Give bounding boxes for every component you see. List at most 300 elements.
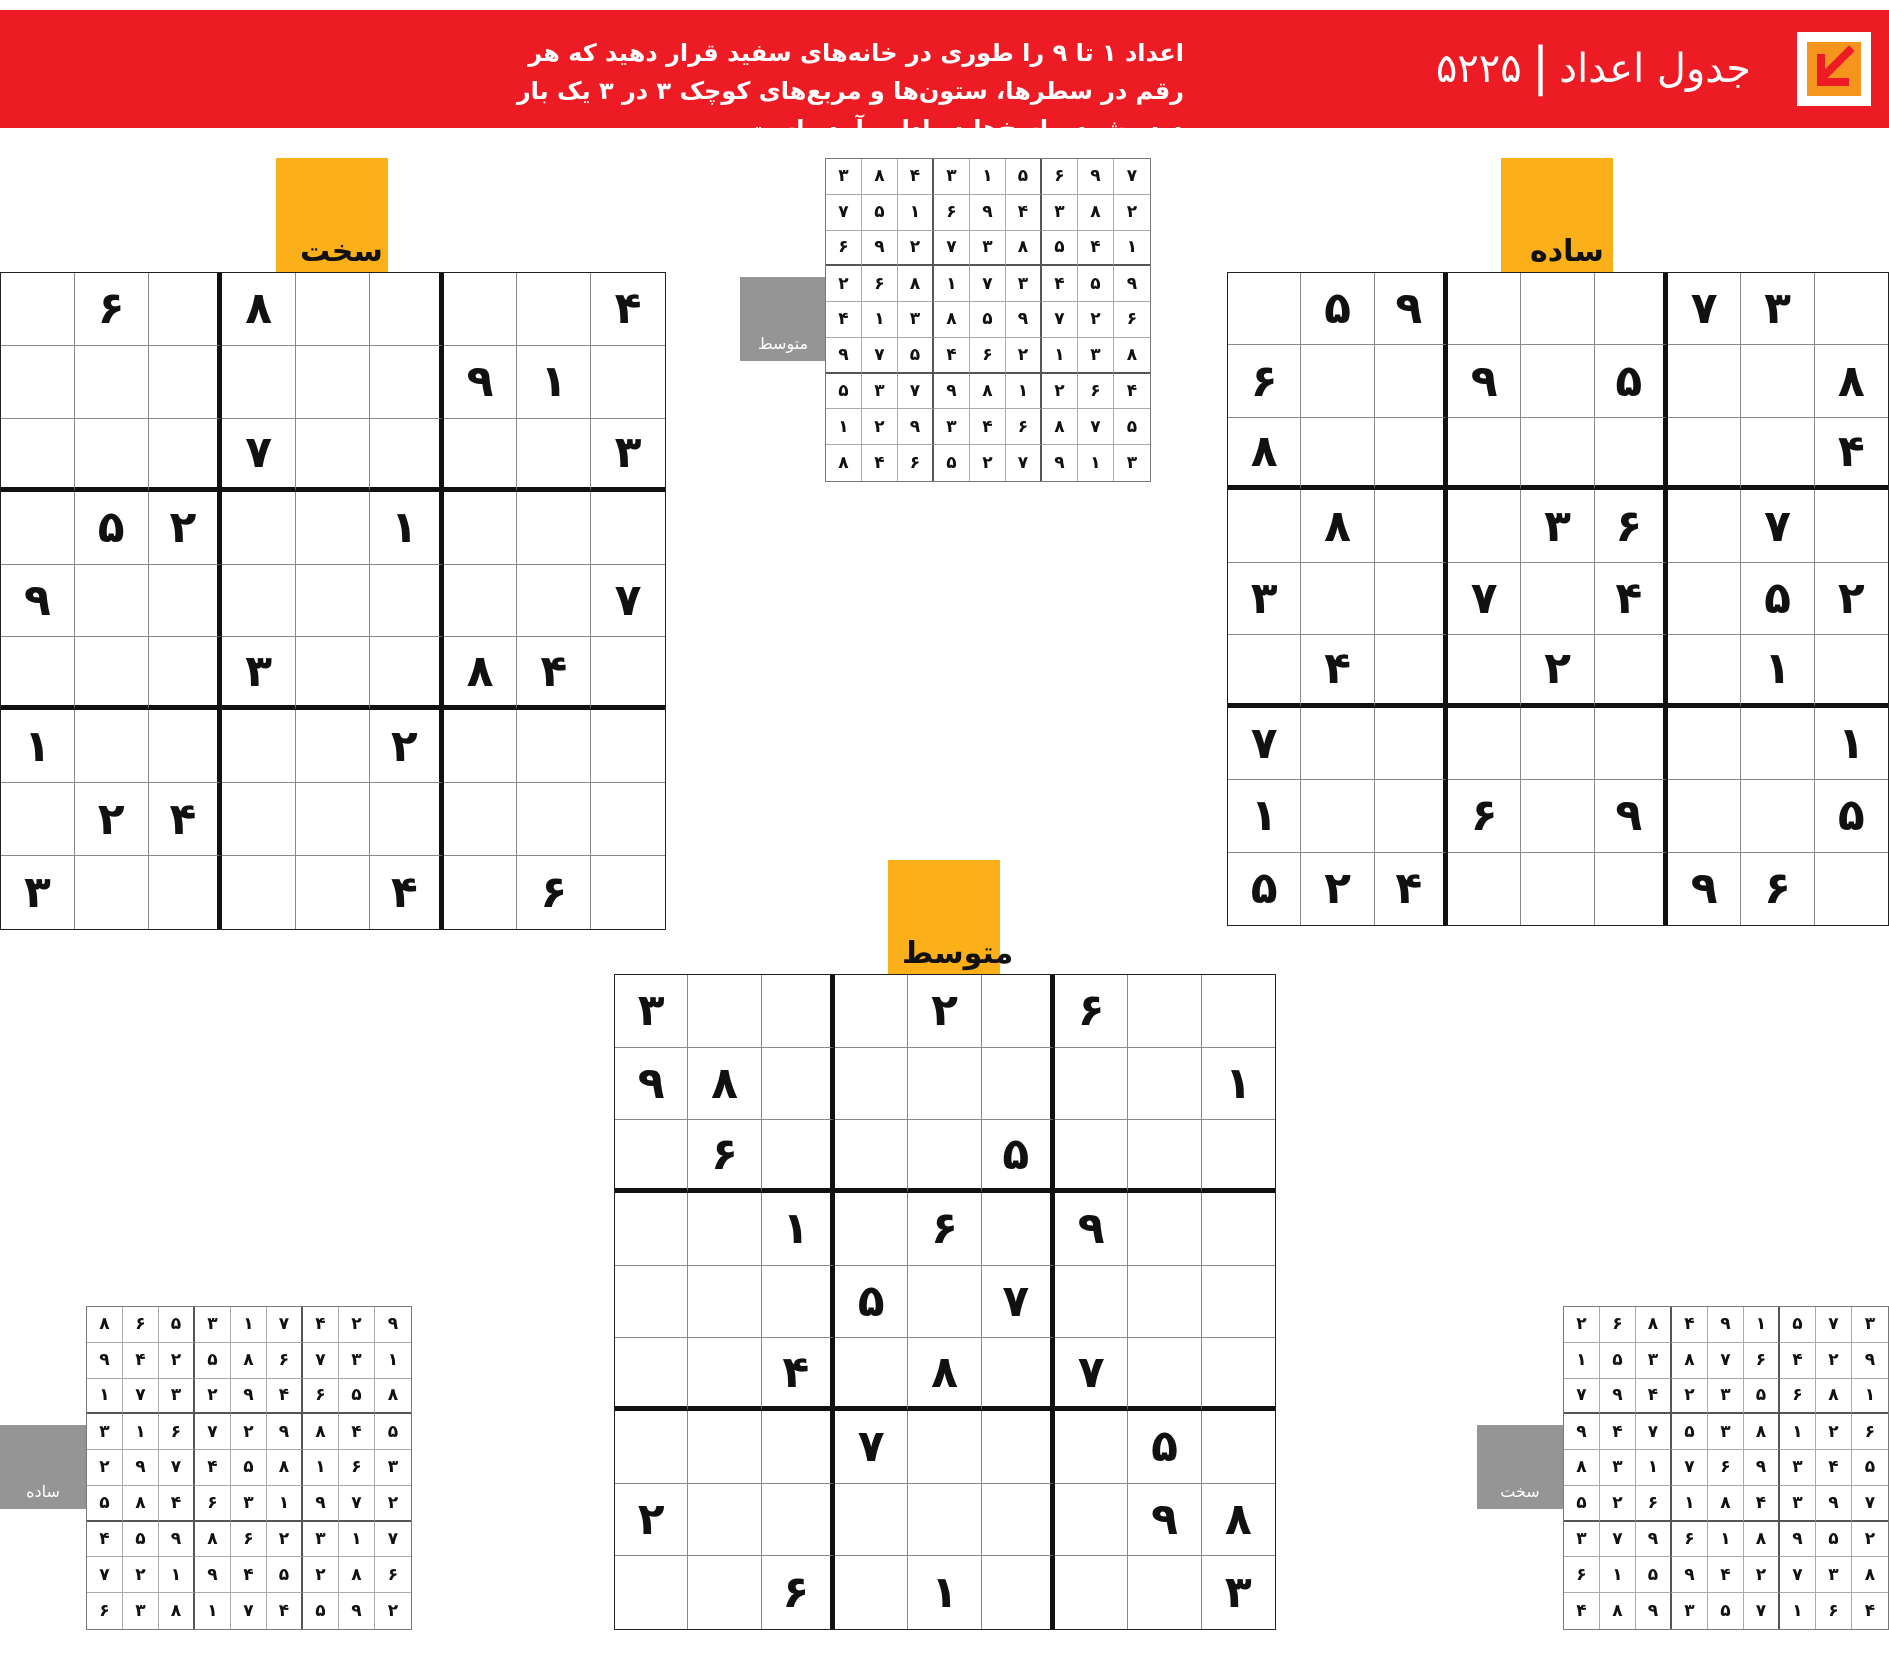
sudoku-cell[interactable]: ۱ [1815, 708, 1888, 780]
sudoku-cell[interactable] [517, 565, 591, 638]
solution-cell: ۳ [1708, 1379, 1744, 1415]
sudoku-cell[interactable] [1202, 975, 1275, 1048]
sudoku-cell[interactable] [982, 1048, 1055, 1121]
solution-cell: ۵ [123, 1522, 159, 1558]
sudoku-cell[interactable] [1521, 273, 1594, 345]
sudoku-cell[interactable] [1301, 780, 1374, 852]
sudoku-cell[interactable] [1128, 975, 1201, 1048]
solution-cell: ۲ [1852, 1522, 1888, 1558]
sudoku-cell[interactable]: ۷ [1228, 708, 1301, 780]
solution-cell: ۸ [1816, 1379, 1852, 1415]
sudoku-cell[interactable]: ۷ [222, 419, 296, 492]
sudoku-cell[interactable] [222, 492, 296, 565]
sudoku-cell[interactable]: ۷ [1668, 273, 1741, 345]
sudoku-cell[interactable] [75, 565, 149, 638]
sudoku-cell[interactable] [222, 346, 296, 419]
sudoku-cell[interactable] [149, 273, 223, 346]
solution-cell: ۶ [1636, 1486, 1672, 1522]
sudoku-cell[interactable]: ۱ [1, 710, 75, 783]
sudoku-cell[interactable] [1228, 635, 1301, 707]
solution-cell: ۶ [1852, 1414, 1888, 1450]
sudoku-cell[interactable]: ۹ [1, 565, 75, 638]
solution-cell: ۶ [267, 1343, 303, 1379]
sudoku-cell[interactable] [1815, 273, 1888, 345]
solution-cell: ۶ [303, 1379, 339, 1415]
sudoku-cell[interactable] [296, 710, 370, 783]
sudoku-cell[interactable] [982, 1484, 1055, 1557]
solution-cell: ۳ [159, 1379, 195, 1415]
solution-cell: ۷ [195, 1414, 231, 1450]
sudoku-cell[interactable] [835, 1338, 908, 1411]
sudoku-cell[interactable] [1375, 708, 1448, 780]
sudoku-cell[interactable] [1595, 418, 1668, 490]
sudoku-cell[interactable] [1202, 1338, 1275, 1411]
sudoku-cell[interactable]: ۹ [1595, 780, 1668, 852]
solution-cell: ۳ [1078, 338, 1114, 374]
sudoku-cell[interactable] [591, 856, 665, 929]
sudoku-cell[interactable]: ۳ [615, 975, 688, 1048]
sudoku-cell[interactable] [1595, 635, 1668, 707]
solution-cell: ۳ [862, 374, 898, 410]
sudoku-cell[interactable]: ۶ [688, 1120, 761, 1193]
sudoku-cell[interactable] [1375, 345, 1448, 417]
sudoku-cell[interactable] [688, 1484, 761, 1557]
sudoku-cell[interactable] [149, 856, 223, 929]
sudoku-cell[interactable] [1055, 1120, 1128, 1193]
sudoku-cell[interactable] [688, 1411, 761, 1484]
solution-cell: ۷ [1672, 1450, 1708, 1486]
sudoku-cell[interactable] [908, 1266, 981, 1339]
sudoku-cell[interactable]: ۵ [1595, 345, 1668, 417]
sudoku-cell[interactable]: ۵ [1228, 853, 1301, 925]
sudoku-cell[interactable]: ۷ [591, 565, 665, 638]
sudoku-cell[interactable]: ۹ [1055, 1193, 1128, 1266]
sudoku-cell[interactable] [370, 565, 444, 638]
sudoku-cell[interactable] [591, 783, 665, 856]
sudoku-cell[interactable] [835, 1120, 908, 1193]
sudoku-cell[interactable]: ۲ [1815, 563, 1888, 635]
sudoku-cell[interactable] [835, 1193, 908, 1266]
sudoku-cell[interactable]: ۱ [1202, 1048, 1275, 1121]
sudoku-cell[interactable] [1375, 780, 1448, 852]
solution-cell: ۶ [826, 231, 862, 267]
sudoku-cell[interactable]: ۴ [1301, 635, 1374, 707]
solution-cell: ۹ [1636, 1522, 1672, 1558]
sudoku-cell[interactable]: ۹ [1128, 1484, 1201, 1557]
sudoku-cell[interactable]: ۳ [1521, 490, 1594, 562]
sudoku-cell[interactable]: ۶ [517, 856, 591, 929]
sudoku-cell[interactable]: ۲ [908, 975, 981, 1048]
sudoku-cell[interactable] [1128, 1266, 1201, 1339]
sudoku-cell[interactable]: ۵ [1815, 780, 1888, 852]
sudoku-cell[interactable]: ۱ [908, 1556, 981, 1629]
sudoku-cell[interactable] [1128, 1048, 1201, 1121]
sudoku-cell[interactable] [296, 419, 370, 492]
solution-cell: ۳ [303, 1522, 339, 1558]
sudoku-cell[interactable] [1741, 345, 1814, 417]
sudoku-cell[interactable] [1055, 1556, 1128, 1629]
sudoku-cell[interactable]: ۳ [1224, 1567, 1252, 1619]
sudoku-cell[interactable] [1448, 708, 1521, 780]
sudoku-cell[interactable] [149, 710, 223, 783]
sudoku-cell[interactable] [835, 975, 908, 1048]
sudoku-cell[interactable]: ۳ [1228, 563, 1301, 635]
sudoku-cell[interactable]: ۳ [1741, 273, 1814, 345]
sudoku-cell[interactable] [296, 492, 370, 565]
sudoku-cell[interactable]: ۲ [615, 1484, 688, 1557]
sudoku-cell[interactable]: ۱ [370, 492, 444, 565]
sudoku-cell[interactable] [1228, 273, 1301, 345]
sudoku-cell[interactable] [517, 273, 591, 346]
sudoku-cell[interactable] [1228, 490, 1301, 562]
sudoku-cell[interactable] [688, 1556, 761, 1629]
sudoku-cell[interactable] [1055, 1266, 1128, 1339]
sudoku-cell[interactable] [982, 1411, 1055, 1484]
sudoku-cell[interactable]: ۷ [1448, 563, 1521, 635]
sudoku-cell[interactable] [75, 637, 149, 710]
solution-cell: ۶ [1600, 1307, 1636, 1343]
sudoku-cell[interactable] [762, 1048, 835, 1121]
sudoku-cell[interactable] [517, 783, 591, 856]
solution-cell: ۶ [1042, 159, 1078, 195]
sudoku-cell[interactable] [1, 637, 75, 710]
sudoku-cell[interactable] [1741, 780, 1814, 852]
solution-cell: ۹ [231, 1379, 267, 1415]
sudoku-cell[interactable] [1448, 490, 1521, 562]
sudoku-cell[interactable] [1448, 853, 1521, 925]
sudoku-cell[interactable] [444, 419, 518, 492]
sudoku-cell[interactable] [1668, 708, 1741, 780]
sudoku-cell[interactable] [1668, 563, 1741, 635]
sudoku-cell[interactable]: ۴ [370, 856, 444, 929]
sudoku-cell[interactable] [1202, 1411, 1275, 1484]
sudoku-cell[interactable] [1741, 418, 1814, 490]
sudoku-cell[interactable] [222, 565, 296, 638]
sudoku-cell[interactable]: ۳ [591, 419, 665, 492]
sudoku-cell[interactable]: ۸ [908, 1338, 981, 1411]
sudoku-cell[interactable] [1202, 1193, 1275, 1266]
sudoku-cell[interactable] [1521, 563, 1594, 635]
sudoku-cell[interactable] [591, 492, 665, 565]
sudoku-cell[interactable]: ۵ [835, 1266, 908, 1339]
sudoku-cell[interactable] [370, 419, 444, 492]
sudoku-cell[interactable] [1301, 345, 1374, 417]
sudoku-cell[interactable] [1375, 563, 1448, 635]
sudoku-cell[interactable]: ۹ [444, 346, 518, 419]
sudoku-cell[interactable]: ۹ [615, 1048, 688, 1121]
sudoku-cell[interactable] [149, 419, 223, 492]
sudoku-cell[interactable]: ۲ [370, 710, 444, 783]
sudoku-cell[interactable]: ۱ [762, 1193, 835, 1266]
sudoku-cell[interactable] [908, 1411, 981, 1484]
sudoku-cell[interactable]: ۲ [1521, 635, 1594, 707]
sudoku-cell[interactable] [1128, 1120, 1201, 1193]
sudoku-cell[interactable] [908, 1120, 981, 1193]
sudoku-cell[interactable] [1, 419, 75, 492]
sudoku-cell[interactable]: ۸ [1815, 345, 1888, 417]
solution-cell: ۲ [1078, 302, 1114, 338]
sudoku-cell[interactable] [1668, 780, 1741, 852]
sudoku-cell[interactable] [1521, 708, 1594, 780]
sudoku-cell[interactable]: ۲ [75, 783, 149, 856]
sudoku-cell[interactable]: ۵ [1128, 1411, 1201, 1484]
sudoku-cell[interactable]: ۴ [149, 783, 223, 856]
sudoku-cell[interactable] [222, 783, 296, 856]
sudoku-cell[interactable]: ۹ [1448, 345, 1521, 417]
solution-cell: ۲ [898, 231, 934, 267]
solution-cell: ۷ [1744, 1593, 1780, 1629]
sudoku-cell[interactable]: ۵ [1301, 273, 1374, 345]
sudoku-cell[interactable]: ۷ [1055, 1338, 1128, 1411]
sudoku-cell[interactable] [591, 637, 665, 710]
sudoku-cell[interactable] [908, 1484, 981, 1557]
solution-cell: ۵ [1780, 1307, 1816, 1343]
sudoku-cell[interactable] [688, 1193, 761, 1266]
sudoku-cell[interactable]: ۶ [762, 1556, 835, 1629]
solution-cell: ۸ [123, 1486, 159, 1522]
sudoku-cell[interactable] [1448, 635, 1521, 707]
sudoku-cell[interactable]: ۷ [835, 1411, 908, 1484]
sudoku-cell[interactable] [1815, 853, 1888, 925]
sudoku-cell[interactable] [1595, 273, 1668, 345]
solution-cell: ۱ [339, 1522, 375, 1558]
solution-cell: ۲ [375, 1486, 411, 1522]
sudoku-cell[interactable]: ۴ [762, 1338, 835, 1411]
sudoku-cell[interactable] [615, 1193, 688, 1266]
solution-cell: ۴ [87, 1522, 123, 1558]
solution-cell: ۵ [1006, 159, 1042, 195]
sudoku-cell[interactable]: ۸ [222, 273, 296, 346]
sudoku-cell[interactable] [296, 565, 370, 638]
sudoku-cell[interactable] [1668, 345, 1741, 417]
sudoku-cell[interactable]: ۸ [1228, 418, 1301, 490]
sudoku-cell[interactable] [908, 1048, 981, 1121]
solution-cell: ۹ [339, 1593, 375, 1629]
solution-cell: ۵ [1600, 1343, 1636, 1379]
sudoku-cell[interactable]: ۶ [75, 273, 149, 346]
sudoku-cell[interactable] [370, 637, 444, 710]
solution-cell: ۸ [1852, 1557, 1888, 1593]
sudoku-cell[interactable] [1521, 345, 1594, 417]
sudoku-cell[interactable] [591, 346, 665, 419]
sudoku-cell[interactable] [1301, 563, 1374, 635]
sudoku-cell[interactable]: ۶ [1448, 780, 1521, 852]
solution-cell: ۳ [1126, 453, 1138, 474]
solution-cell: ۴ [1636, 1379, 1672, 1415]
sudoku-cell[interactable] [149, 346, 223, 419]
sudoku-cell[interactable] [982, 1556, 1055, 1629]
sudoku-cell[interactable]: ۶ [1228, 345, 1301, 417]
solution-cell: ۴ [1744, 1486, 1780, 1522]
sudoku-cell[interactable] [688, 1338, 761, 1411]
sudoku-cell[interactable] [615, 1266, 688, 1339]
sudoku-cell[interactable] [835, 1556, 908, 1629]
sudoku-cell[interactable] [982, 1338, 1055, 1411]
sudoku-medium [614, 974, 1276, 1630]
sudoku-cell[interactable] [517, 710, 591, 783]
solution-cell: ۴ [123, 1343, 159, 1379]
sudoku-cell[interactable] [1741, 708, 1814, 780]
sudoku-cell[interactable] [1128, 1338, 1201, 1411]
sudoku-cell[interactable] [1202, 1120, 1275, 1193]
solution-cell: ۶ [1114, 302, 1150, 338]
sudoku-cell[interactable] [444, 783, 518, 856]
sudoku-cell[interactable] [615, 1338, 688, 1411]
sudoku-cell[interactable]: ۸ [688, 1048, 761, 1121]
sudoku-cell[interactable]: ۸ [444, 637, 518, 710]
solution-cell: ۶ [87, 1593, 123, 1629]
sudoku-cell[interactable] [444, 856, 518, 929]
sudoku-cell[interactable] [1668, 490, 1741, 562]
sudoku-cell[interactable] [615, 1556, 688, 1629]
sudoku-cell[interactable]: ۶ [1595, 490, 1668, 562]
sudoku-cell[interactable] [296, 637, 370, 710]
sudoku-cell[interactable]: ۴ [517, 637, 591, 710]
sudoku-cell[interactable]: ۹ [1375, 273, 1448, 345]
sudoku-cell[interactable] [1, 273, 75, 346]
solution-cell: ۴ [1708, 1557, 1744, 1593]
solution-cell: ۵ [1816, 1522, 1852, 1558]
solution-cell: ۶ [159, 1414, 195, 1450]
sudoku-cell[interactable]: ۷ [982, 1266, 1055, 1339]
sudoku-cell[interactable] [75, 856, 149, 929]
sudoku-cell[interactable] [615, 1411, 688, 1484]
sudoku-cell[interactable] [1055, 1411, 1128, 1484]
solution-cell: ۵ [1708, 1593, 1744, 1629]
sudoku-cell[interactable] [149, 637, 223, 710]
sudoku-cell[interactable] [444, 710, 518, 783]
sudoku-cell[interactable] [370, 783, 444, 856]
sudoku-cell[interactable]: ۳ [1, 856, 75, 929]
sudoku-cell[interactable] [591, 710, 665, 783]
solution-cell: ۹ [1564, 1414, 1600, 1450]
sudoku-cell[interactable] [296, 856, 370, 929]
sudoku-cell[interactable]: ۳ [222, 637, 296, 710]
sudoku-cell[interactable] [1448, 418, 1521, 490]
solution-cell: ۵ [1114, 409, 1150, 445]
solution-cell: ۷ [1114, 159, 1150, 195]
solution-cell: ۷ [159, 1450, 195, 1486]
solution-cell: ۶ [862, 266, 898, 302]
sudoku-cell[interactable] [75, 419, 149, 492]
sudoku-cell[interactable] [1668, 635, 1741, 707]
sudoku-cell[interactable]: ۱ [517, 346, 591, 419]
sudoku-cell[interactable] [1375, 490, 1448, 562]
sudoku-cell[interactable] [517, 492, 591, 565]
solution-cell: ۷ [123, 1379, 159, 1415]
sudoku-cell[interactable] [835, 1484, 908, 1557]
sudoku-cell[interactable]: ۶ [908, 1193, 981, 1266]
sudoku-cell[interactable] [222, 856, 296, 929]
sudoku-cell[interactable]: ۵ [75, 492, 149, 565]
sudoku-cell[interactable]: ۲ [149, 492, 223, 565]
sudoku-cell[interactable] [370, 346, 444, 419]
sudoku-cell[interactable] [149, 565, 223, 638]
solution-cell: ۳ [1042, 195, 1078, 231]
sudoku-cell[interactable] [1521, 780, 1594, 852]
sudoku-cell[interactable] [762, 975, 835, 1048]
sudoku-cell[interactable] [1521, 853, 1594, 925]
sudoku-cell[interactable] [444, 565, 518, 638]
sudoku-cell[interactable] [762, 1484, 835, 1557]
sudoku-cell[interactable] [75, 710, 149, 783]
sudoku-cell[interactable] [1, 492, 75, 565]
sudoku-cell[interactable] [1815, 635, 1888, 707]
sudoku-cell[interactable] [1, 346, 75, 419]
sudoku-cell[interactable] [296, 273, 370, 346]
sudoku-cell[interactable] [1128, 1193, 1201, 1266]
sudoku-cell[interactable] [1128, 1556, 1201, 1629]
sudoku-cell[interactable] [75, 346, 149, 419]
sudoku-cell[interactable] [1301, 708, 1374, 780]
sudoku-cell[interactable] [1375, 635, 1448, 707]
sudoku-cell[interactable] [762, 1120, 835, 1193]
sudoku-cell[interactable]: ۶ [1055, 975, 1128, 1048]
sudoku-cell[interactable] [1448, 273, 1521, 345]
sudoku-cell[interactable]: ۴ [591, 273, 665, 346]
sudoku-cell[interactable] [615, 1120, 688, 1193]
sudoku-cell[interactable] [1595, 708, 1668, 780]
sudoku-cell[interactable]: ۱ [1228, 780, 1301, 852]
solution-cell: ۲ [1672, 1379, 1708, 1415]
sudoku-cell[interactable]: ۷ [1741, 490, 1814, 562]
sudoku-cell[interactable] [688, 975, 761, 1048]
sudoku-cell[interactable]: ۲ [1301, 853, 1374, 925]
solution-cell: ۸ [231, 1343, 267, 1379]
sudoku-cell[interactable]: ۸ [1202, 1484, 1275, 1557]
sudoku-cell[interactable]: ۴ [1595, 563, 1668, 635]
solution-cell: ۵ [159, 1307, 195, 1343]
sudoku-cell[interactable] [1202, 1266, 1275, 1339]
sudoku-cell[interactable] [222, 710, 296, 783]
sudoku-cell[interactable] [444, 492, 518, 565]
solution-cell: ۱ [970, 159, 1006, 195]
sudoku-cell[interactable] [1375, 418, 1448, 490]
sudoku-cell[interactable] [444, 273, 518, 346]
sudoku-cell[interactable] [296, 783, 370, 856]
sudoku-cell[interactable]: ۱ [1741, 635, 1814, 707]
sudoku-cell[interactable]: ۶ [1741, 853, 1814, 925]
sudoku-cell[interactable] [688, 1266, 761, 1339]
sudoku-cell[interactable] [296, 346, 370, 419]
sudoku-cell[interactable]: ۵ [1741, 563, 1814, 635]
sudoku-cell[interactable] [1595, 853, 1668, 925]
sudoku-cell[interactable] [1815, 490, 1888, 562]
sudoku-cell[interactable]: ۸ [1301, 490, 1374, 562]
sudoku-cell[interactable] [1055, 1484, 1128, 1557]
solution-cell: ۹ [1636, 1593, 1672, 1629]
solution-cell: ۷ [1078, 409, 1114, 445]
sudoku-cell[interactable] [517, 419, 591, 492]
sudoku-cell[interactable] [370, 273, 444, 346]
sudoku-cell[interactable] [982, 975, 1055, 1048]
sudoku-cell[interactable] [1521, 418, 1594, 490]
sudoku-cell[interactable] [835, 1048, 908, 1121]
sudoku-cell[interactable] [1055, 1048, 1128, 1121]
sudoku-cell[interactable] [762, 1411, 835, 1484]
sudoku-cell[interactable] [1668, 418, 1741, 490]
solution-cell: ۷ [1708, 1343, 1744, 1379]
solution-cell: ۱ [1078, 445, 1114, 481]
sudoku-cell[interactable] [1, 783, 75, 856]
sudoku-cell[interactable]: ۴ [1815, 418, 1888, 490]
sudoku-cell[interactable] [982, 1193, 1055, 1266]
sudoku-cell[interactable] [762, 1266, 835, 1339]
sudoku-cell[interactable]: ۵ [982, 1120, 1055, 1193]
sudoku-cell[interactable] [1301, 418, 1374, 490]
sudoku-cell[interactable]: ۴ [1375, 853, 1448, 925]
sudoku-cell[interactable]: ۹ [1668, 853, 1741, 925]
